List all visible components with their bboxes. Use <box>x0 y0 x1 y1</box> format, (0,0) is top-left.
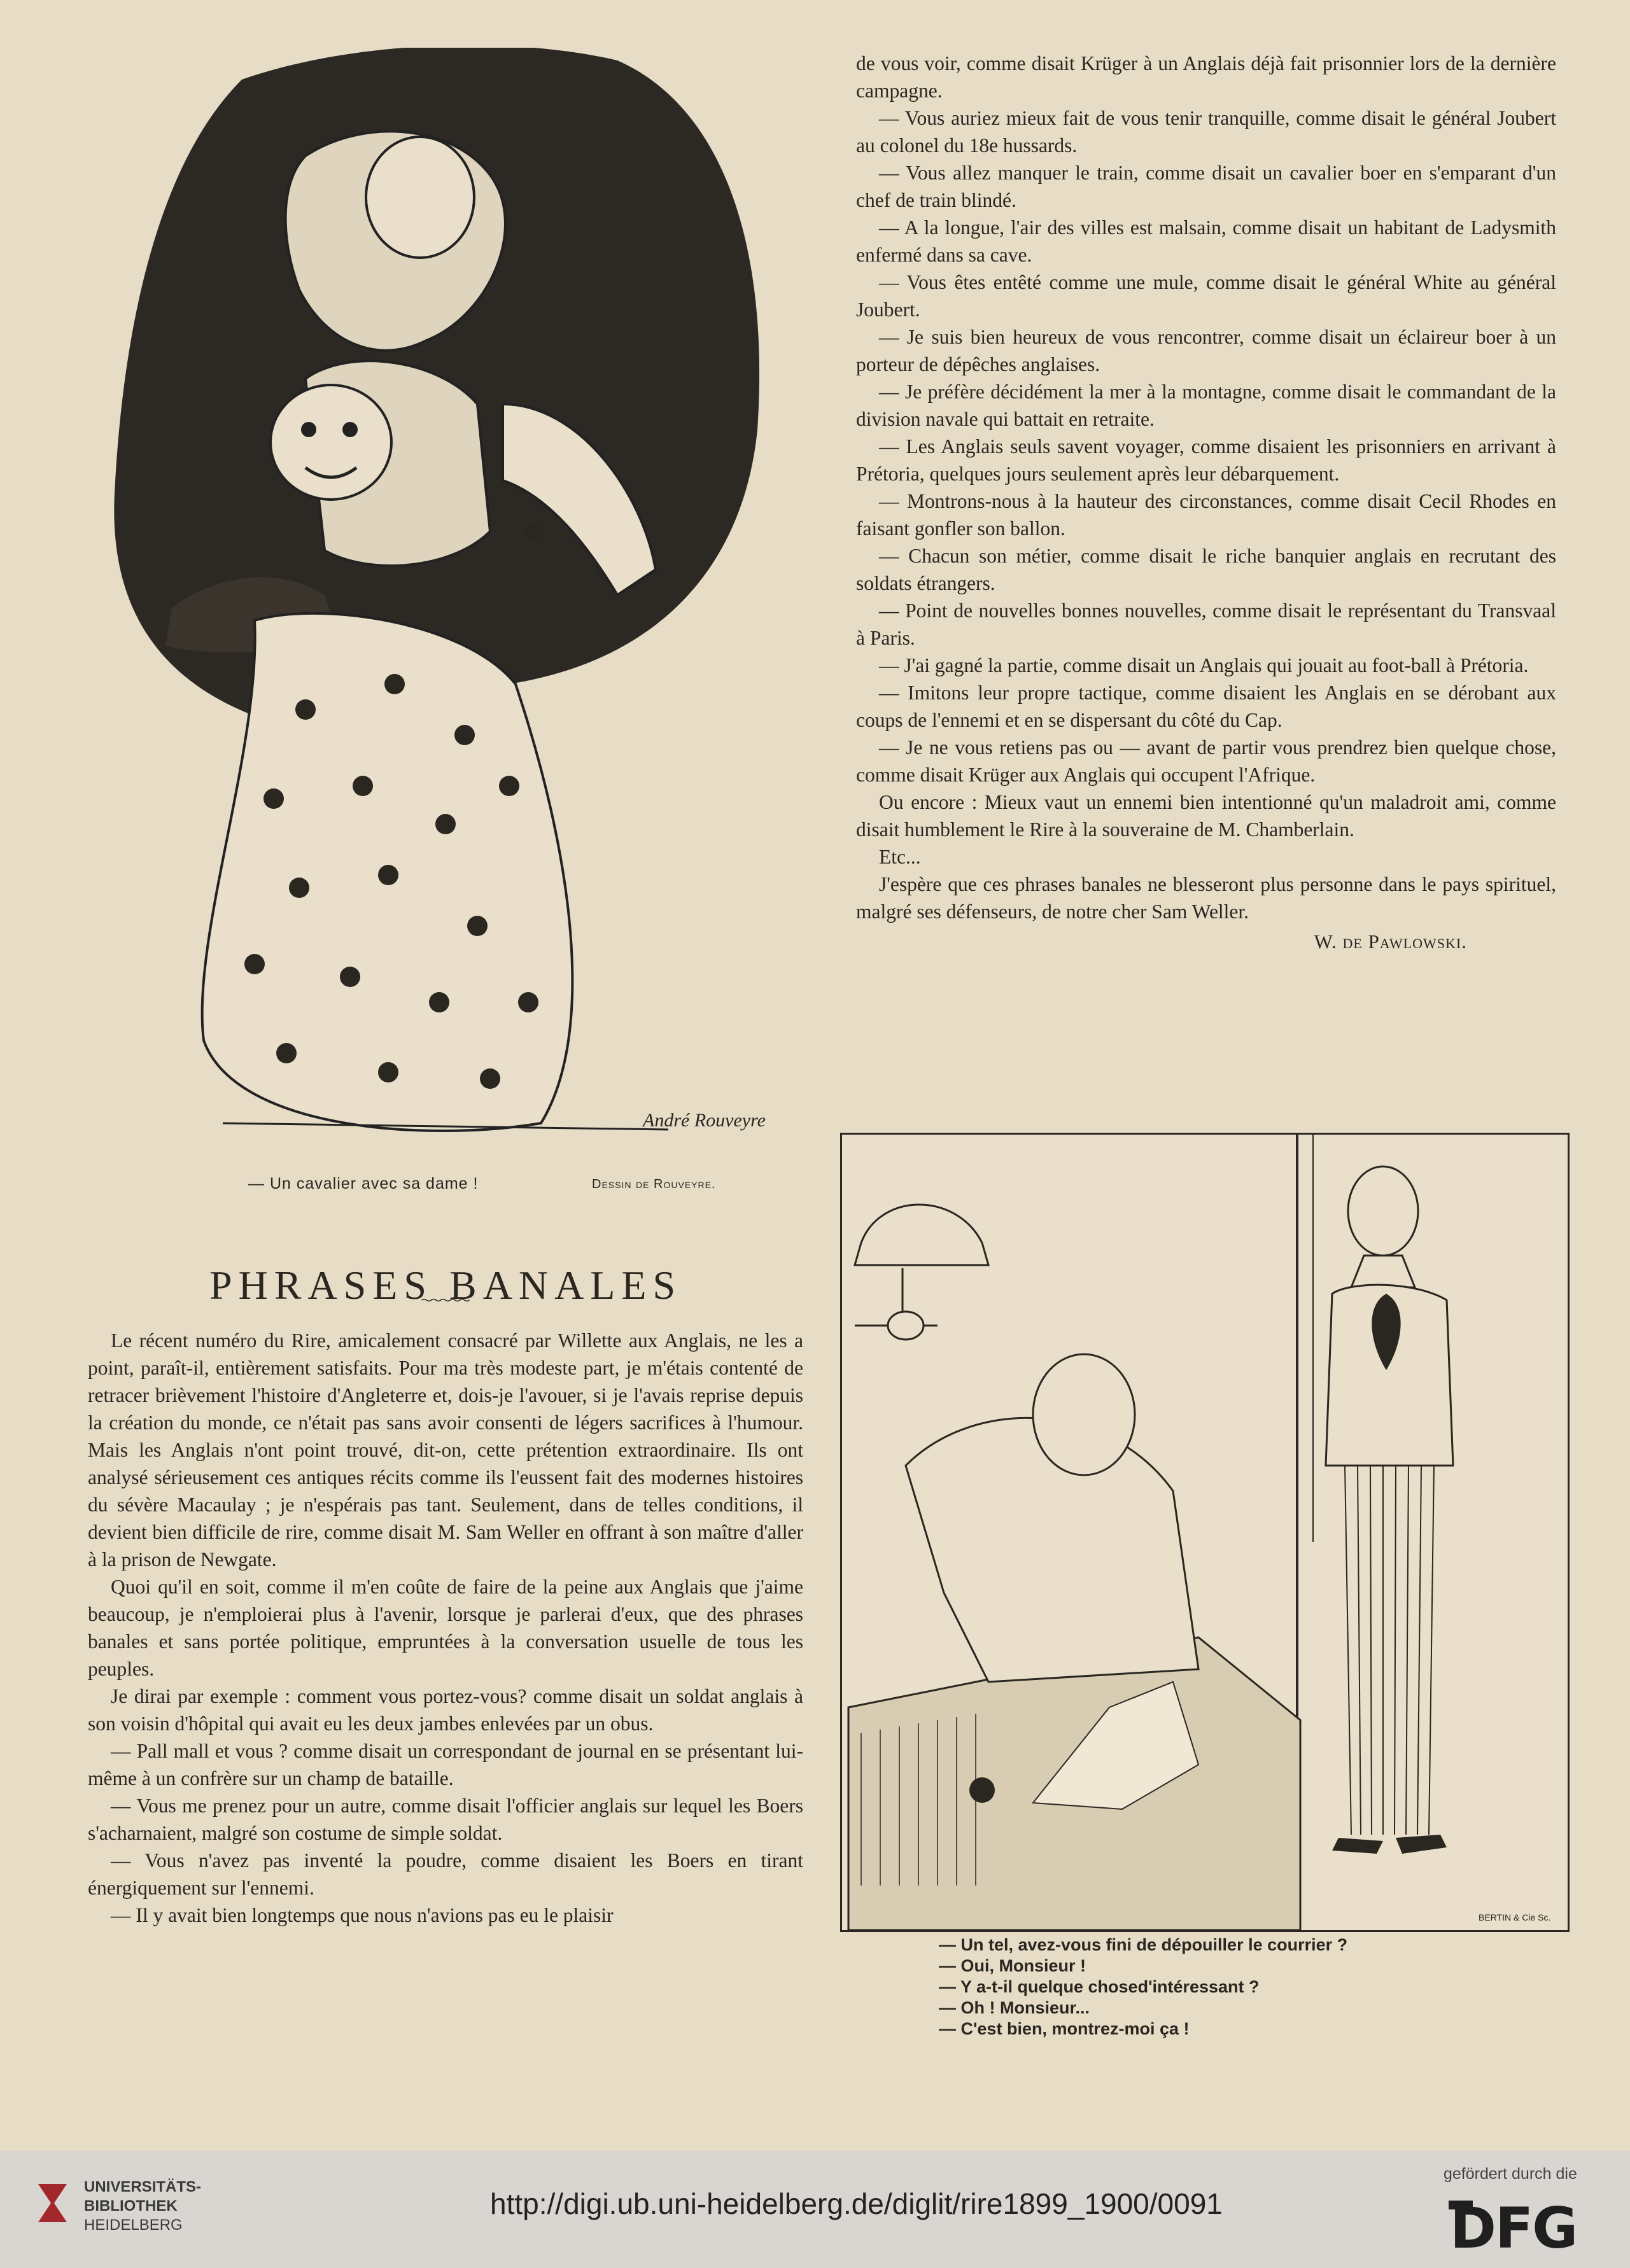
top-illustration-credit: Dessin de Rouveyre. <box>592 1177 716 1191</box>
paragraph: — Montrons-nous à la hauteur des circonstances, comme disait Cecil Rhodes en faisant gonfler son ballon. <box>856 490 1556 540</box>
article-author: W. de Pawlowski. <box>1314 930 1467 953</box>
library-line: UNIVERSITÄTS- <box>84 2178 202 2195</box>
library-line: HEIDELBERG <box>84 2216 183 2234</box>
paragraph: — Vous êtes entêté comme une mule, comme disait le général White au général Joubert. <box>856 271 1556 321</box>
bottom-illustration-caption <box>939 1935 1347 2040</box>
library-name <box>84 2178 201 2235</box>
article-left-column <box>88 1327 803 1929</box>
paragraph: Je dirai par exemple : comment vous portez-vous? comme disait un soldat anglais à son voisin d'hôpital qui avait eu les deux jambes enlevées par un obus. <box>88 1685 803 1735</box>
paragraph: — Vous allez manquer le train, comme disait un cavalier boer en s'emparant d'un chef de train blindé. <box>856 162 1556 211</box>
caption-line: — C'est bien, montrez-moi ça ! <box>939 2019 1190 2038</box>
paragraph: — Pall mall et vous ? comme disait un correspondant de journal en se présentant lui-même à un confrère sur un champ de bataille. <box>88 1740 803 1789</box>
paragraph: — Vous me prenez pour un autre, comme disait l'officier anglais sur lequel les Boers s'acharnaient, malgré son costume de simple soldat. <box>88 1795 803 1844</box>
paragraph: — Imitons leur propre tactique, comme disaient les Anglais en se dérobant aux coups de l'ennemi et en se dispersant du côté du Cap. <box>856 682 1556 731</box>
paragraph: — Vous auriez mieux fait de vous tenir tranquille, comme disait le général Joubert au colonel du 18e hussards. <box>856 107 1556 157</box>
illustration-signature: André Rouveyre <box>643 1110 766 1131</box>
illustration-cavalier <box>95 48 783 1168</box>
caption-line: — Oui, Monsieur ! <box>939 1956 1086 1975</box>
caption-line: — Oh ! Monsieur... <box>939 1998 1090 2017</box>
paragraph: — Les Anglais seuls savent voyager, comme disaient les prisonniers en arrivant à Prétoria, quelques jours seulement après leur débarquement. <box>856 435 1556 485</box>
library-line: BIBLIOTHEK <box>84 2197 178 2215</box>
paragraph: — Je ne vous retiens pas ou — avant de partir vous prendrez bien quelque chose, comme disait Krüger aux Anglais qui occupent l'Afrique. <box>856 736 1556 786</box>
article-title: PHRASES BANALES <box>209 1262 682 1308</box>
paragraph: Etc... <box>879 846 921 868</box>
paragraph: — Point de nouvelles bonnes nouvelles, comme disait le représentant du Transvaal à Paris. <box>856 599 1556 649</box>
printer-mark: BERTIN & Cie Sc. <box>1479 1912 1551 1922</box>
title-ornament <box>414 1298 477 1302</box>
article-right-column <box>856 50 1556 955</box>
paragraph: J'espère que ces phrases banales ne blesseront plus personne dans le pays spirituel, malgré ses défenseurs, de notre cher Sam Weller. <box>856 873 1556 923</box>
library-logo-icon <box>32 2178 76 2229</box>
paragraph: — A la longue, l'air des villes est malsain, comme disait un habitant de Ladysmith enfermé dans sa cave. <box>856 216 1556 266</box>
paragraph: — Il y avait bien longtemps que nous n'avions pas eu le plaisir <box>111 1904 614 1926</box>
paragraph: — Je préfère décidément la mer à la montagne, comme disait le commandant de la division navale qui battait en retraite. <box>856 381 1556 430</box>
paragraph: de vous voir, comme disait Krüger à un Anglais déjà fait prisonnier lors de la dernière campagne. <box>856 52 1556 102</box>
caption-line: — Y a-t-il quelque chosed'intéressant ? <box>939 1977 1260 1996</box>
paragraph: — Chacun son métier, comme disait le riche banquier anglais en recrutant des soldats étrangers. <box>856 545 1556 594</box>
permalink[interactable]: http://digi.ub.uni-heidelberg.de/diglit/rire1899_1900/0091 <box>490 2187 1223 2220</box>
illustration-office-panel <box>840 1133 1570 1932</box>
paragraph: Ou encore : Mieux vaut un ennemi bien intentionné qu'un maladroit ami, comme disait humblement le Rire à la souveraine de M. Chamberlain. <box>856 791 1556 841</box>
paragraph: Quoi qu'il en soit, comme il m'en coûte de faire de la peine aux Anglais que j'aime beaucoup, je n'emploierai plus à l'avenir, lorsque je parlerai d'eux, que des phrases banales et sans portée politique, empruntées à la conversation usuelle de tous les peuples. <box>88 1576 803 1680</box>
illustration-office <box>842 1135 1568 1930</box>
dfg-logo: DFG <box>1450 2195 1577 2261</box>
footer-bar <box>0 2151 1630 2268</box>
paragraph: Le récent numéro du Rire, amicalement consacré par Willette aux Anglais, ne les a point, paraît-il, entièrement satisfaits. Pour ma très modeste part, je m'étais contenté de retracer brièvement l'histoire d'Angleterre et, dois-je l'avouer, si je l'avais reprise depuis la création du monde, ce n'était pas sans avoir consenti de légers sacrifices à l'humour. Mais les Anglais n'ont point trouvé, dit-on, cette prétention extraordinaire. Ils ont analysé sérieusement ces antiques récits comme ils l'eussent fait des modernes histoires du sévère Macaulay ; je n'espérais pas tant. Seulement, dans de telles conditions, il devient bien difficile de rire, comme disait M. Sam Weller en offrant à son maître d'aller à la prison de Newgate. <box>88 1329 803 1571</box>
funded-by-label: gefördert durch die <box>1444 2165 1577 2183</box>
paragraph: — Je suis bien heureux de vous rencontrer, comme disait un éclaireur boer à un porteur de dépêches anglaises. <box>856 326 1556 375</box>
caption-line: — Un tel, avez-vous fini de dépouiller le courrier ? <box>939 1935 1348 1954</box>
paragraph: — J'ai gagné la partie, comme disait un Anglais qui jouait au foot-ball à Prétoria. <box>879 654 1529 676</box>
paragraph: — Vous n'avez pas inventé la poudre, comme disaient les Boers en tirant énergiquement sur l'ennemi. <box>88 1849 803 1899</box>
top-illustration-caption: — Un cavalier avec sa dame ! <box>248 1175 479 1193</box>
